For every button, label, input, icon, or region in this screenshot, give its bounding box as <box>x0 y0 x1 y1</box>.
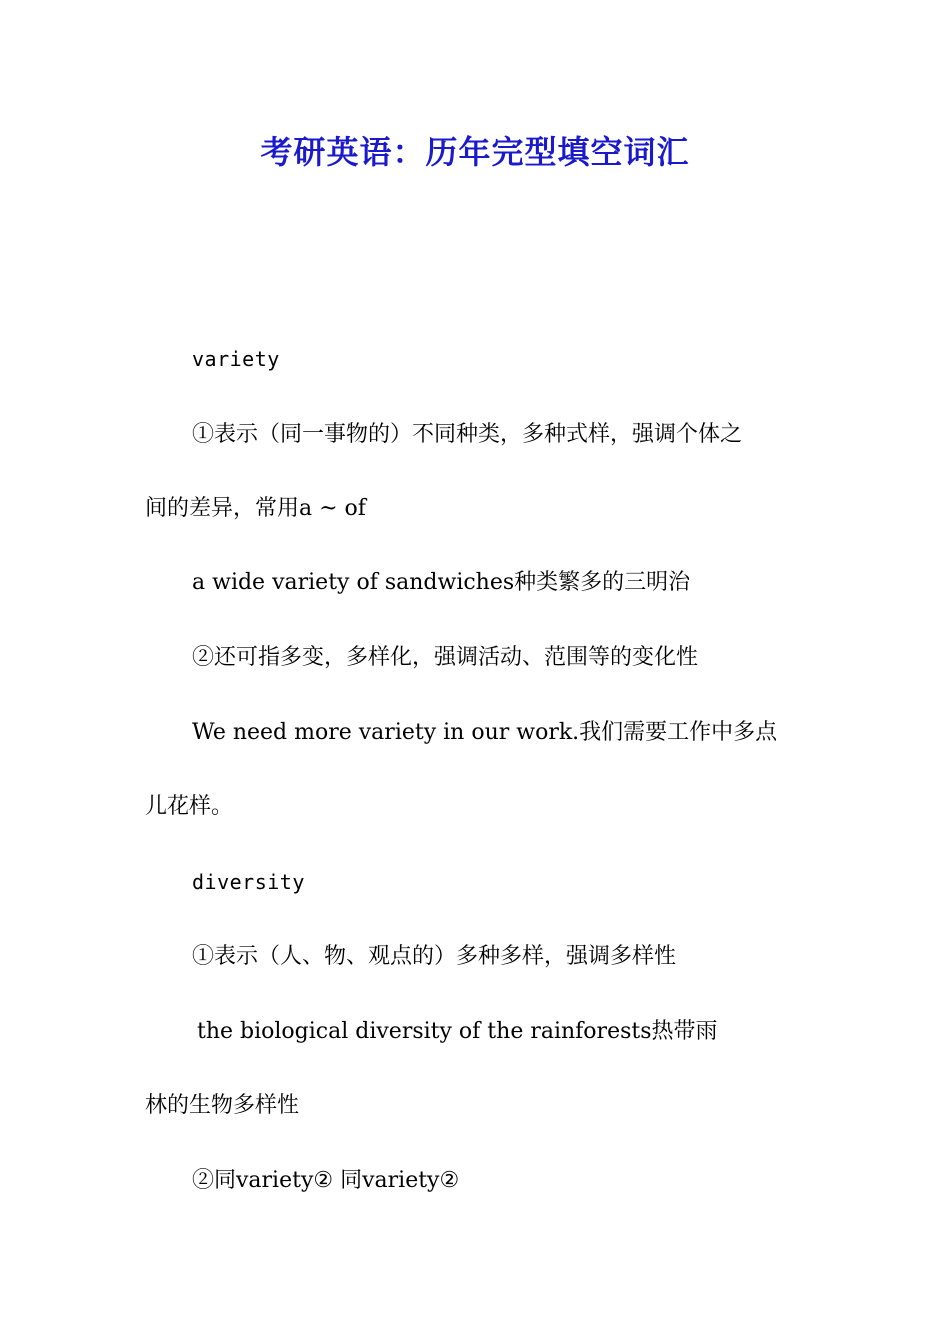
example-line: 林的生物多样性 <box>145 1093 300 1118</box>
definition-line: 间的差异，常用a ~ of <box>145 496 366 521</box>
definition-line: ①表示（人、物、观点的）多种多样，强调多样性 <box>192 944 677 969</box>
term-diversity: diversity <box>192 870 305 894</box>
document-title: 考研英语：历年完型填空词汇 <box>260 133 690 171</box>
definition-line: ②同variety② 同variety② <box>192 1168 460 1193</box>
example-line: a wide variety of sandwiches种类繁多的三明治 <box>192 570 691 595</box>
definition-line: ②还可指多变，多样化，强调活动、范围等的变化性 <box>192 645 699 670</box>
example-line: 儿花样。 <box>145 794 234 819</box>
definition-line: ①表示（同一事物的）不同种类，多种式样，强调个体之 <box>192 422 743 447</box>
term-variety: variety <box>192 347 280 371</box>
example-line: We need more variety in our work.我们需要工作中多点 <box>192 720 778 745</box>
example-line: the biological diversity of the rainforests热带雨 <box>197 1019 718 1044</box>
